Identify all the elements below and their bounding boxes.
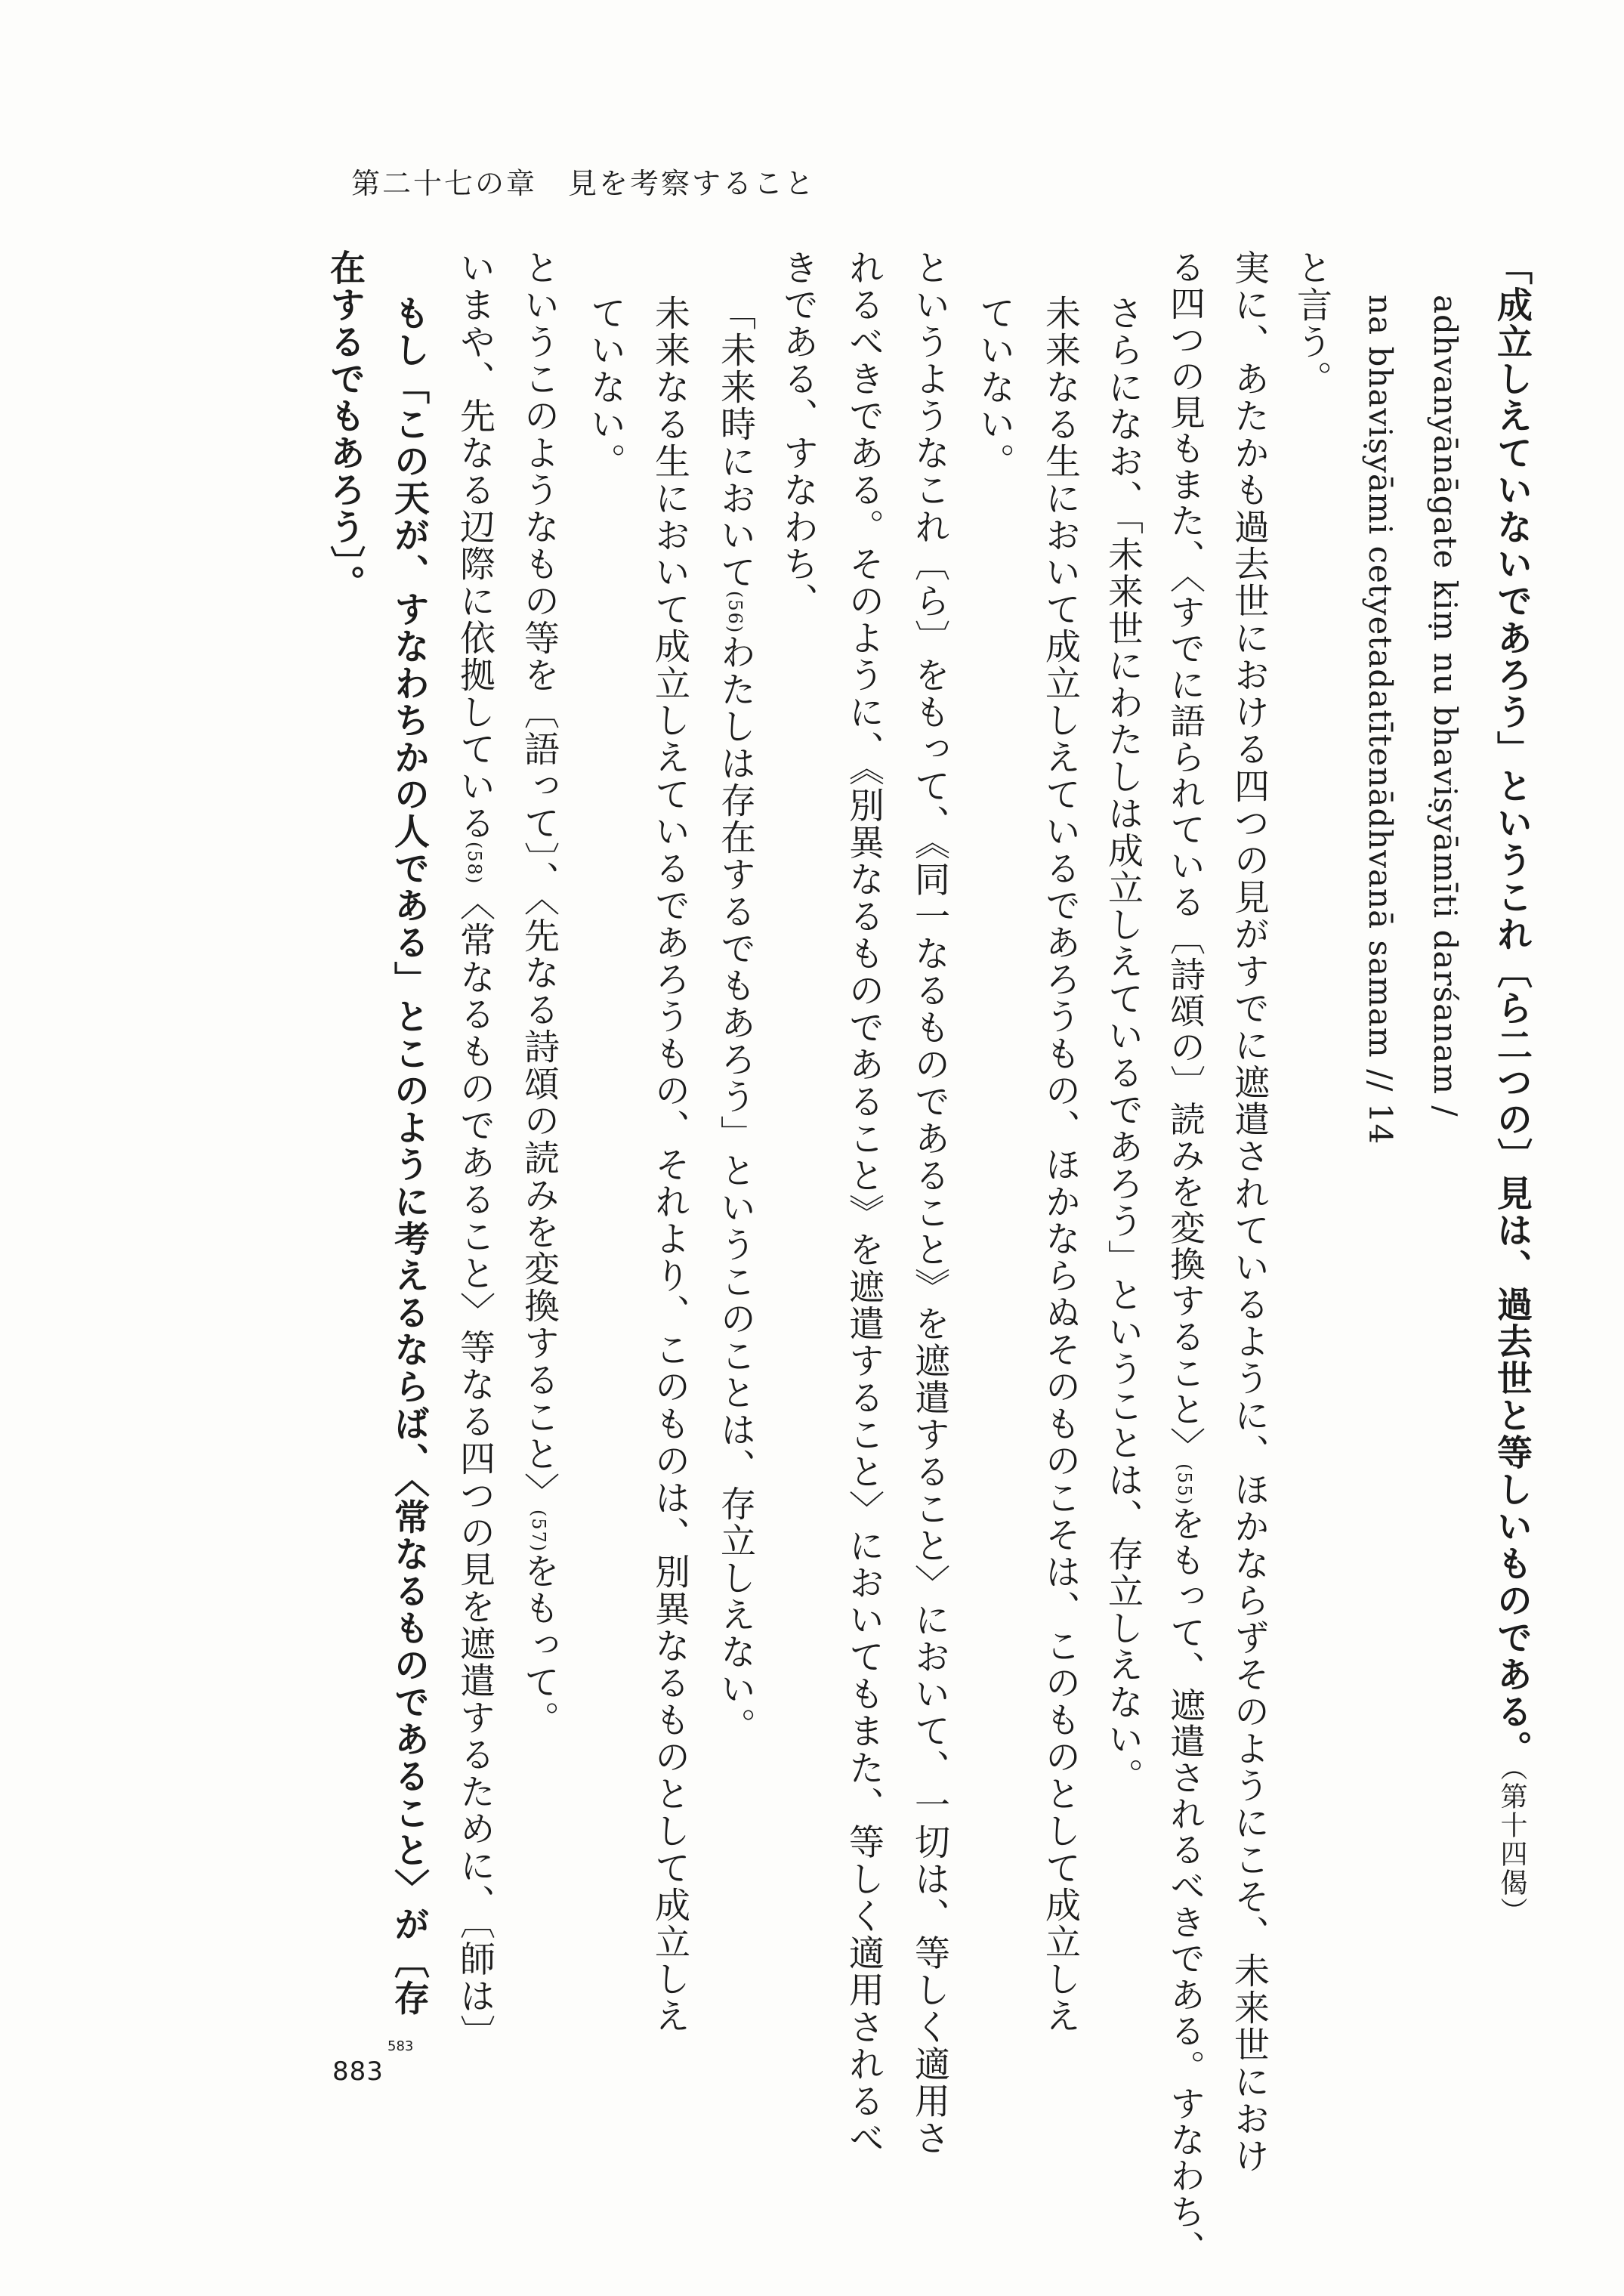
text-column — [843, 249, 885, 2157]
footnote-reference: (56) — [724, 591, 746, 635]
text-column — [909, 249, 950, 2157]
text-column — [1102, 295, 1144, 1795]
text-column — [585, 295, 626, 480]
text-run: 未来なる生において成立しえているであろうもの、それより、このものは、別異なるものとして成立しえ — [649, 295, 690, 2035]
verse-number: （第十四偈） — [1496, 1767, 1527, 1926]
sanskrit-verse-line: adhvanyānāgate kiṃ nu bhaviṣyāmīti darśanam / — [1427, 295, 1464, 1117]
text-column — [454, 249, 496, 2052]
text-column — [1363, 295, 1398, 1145]
text-run: をもって、遮遣されるべきである。すなわち、 — [1164, 1506, 1206, 2267]
text-column — [518, 249, 560, 1738]
running-header: 第二十七の章 見を考察すること — [351, 167, 817, 200]
text-column — [1428, 295, 1463, 1117]
text-column — [1228, 249, 1270, 2174]
text-run: わたしは存在するでもあろう」というこのことは、存立しえない。 — [715, 634, 756, 1745]
text-column — [777, 249, 819, 620]
sanskrit-verse-line: na bhaviṣyāmi cetyetadatītenādhvanā samam // 14 — [1362, 295, 1399, 1145]
text-run: ていない。 — [974, 295, 1015, 480]
text-column — [1491, 249, 1533, 1926]
text-column — [388, 295, 430, 2017]
footnote-reference: (55) — [1174, 1463, 1195, 1506]
text-run: というこのようなもの等を〔語って〕、〈先なる詩頌の読みを変換すること〉 — [518, 249, 560, 1510]
text-run: れるべきである。そのように、《別異なるものであること》を遮遣すること〉においてもまた、等しく適用されるべ — [843, 249, 885, 2157]
text-run: というようなこれ〔ら〕をもって、《同一なるものであること》を遮遣すること〉において、一切は、等しく適用さ — [909, 249, 950, 2157]
text-run: もし「この天が、すなわちかの人である」とこのように考えるならば、〈常なるものであること〉が〔存 — [388, 295, 430, 2017]
footnote-reference: (58) — [464, 842, 485, 885]
text-run: 「成立しえていないであろう」というこれ〔ら二つの〕見は、過去世と等しいものである。 — [1491, 249, 1533, 1767]
text-column — [1164, 249, 1206, 2267]
text-run: をもって。 — [518, 1553, 560, 1738]
page-number: 883 — [332, 2057, 384, 2087]
text-column — [715, 295, 756, 1745]
footnote-reference: (57) — [528, 1510, 549, 1553]
text-run: 在するでもあろう〕。 — [324, 249, 366, 602]
text-run: いまや、先なる辺際に依拠している — [454, 249, 496, 842]
text-run: さらになお、「未来世にわたしは成立しえているであろう」ということは、存立しえない。 — [1102, 295, 1144, 1795]
text-run: ていない。 — [585, 295, 626, 480]
text-run: きである、すなわち、 — [777, 249, 819, 620]
text-column — [649, 295, 690, 2035]
text-column — [1039, 295, 1081, 2035]
original-page-number: 583 — [387, 2038, 414, 2054]
text-column — [974, 295, 1015, 480]
text-run: 実に、あたかも過去世における四つの見がすでに遮遣されているように、ほかならずそのようにこそ、未来世におけ — [1228, 249, 1270, 2174]
text-run: 「未来時において — [715, 295, 756, 591]
text-column — [324, 249, 366, 602]
text-run: 未来なる生において成立しえているであろうもの、ほかならぬそのものこそは、このものとして成立しえ — [1039, 295, 1081, 2035]
text-column — [1291, 249, 1332, 397]
text-run: と言う。 — [1291, 249, 1332, 397]
text-run: 〈常なるものであること〉等なる四つの見を遮遣するために、〔師は〕 — [454, 885, 496, 2052]
text-run: る四つの見もまた、〈すでに語られている〔詩頌の〕読みを変換すること〉 — [1164, 249, 1206, 1464]
